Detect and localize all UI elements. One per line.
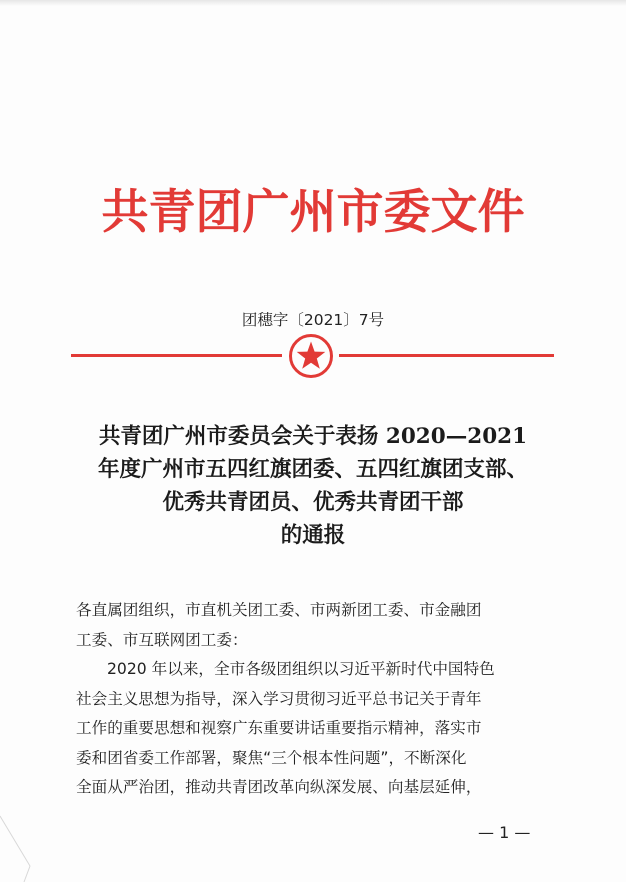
document-masthead: 共青团广州市委文件	[101, 185, 525, 240]
body-line: 工委、市互联网团工委：	[76, 630, 248, 649]
red-star-emblem-icon	[288, 333, 334, 379]
page-number: — 1 —	[478, 823, 531, 842]
body-line: 委和团省委工作部署，聚焦“三个根本性问题”，不断深化	[76, 748, 467, 767]
body-line: 工作的重要思想和视察广东重要讲话重要指示精神，落实市	[76, 719, 482, 737]
title-line-2: 年度广州市五四红旗团委、五四红旗团支部、	[97, 457, 528, 482]
title-line-1: 共青团广州市委员会关于表扬 2020—2021	[98, 424, 528, 449]
red-rule-left	[71, 354, 282, 357]
scan-edge	[0, 0, 626, 6]
document-body	[76, 596, 556, 803]
body-line: 2020 年以来，全市各级团组织以习近平新时代中国特色	[107, 660, 495, 678]
title-line-4: 的通报	[280, 523, 346, 548]
red-rule-right	[339, 354, 554, 357]
body-line: 全面从严治团，推动共青团改革向纵深发展、向基层延伸，	[76, 778, 482, 796]
title-line-3: 优秀共青团员、优秀共青团干部	[162, 490, 464, 515]
document-number: 团穗字〔2021〕7号	[241, 311, 385, 329]
body-line: 社会主义思想为指导，深入学习贯彻习近平总书记关于青年	[76, 689, 482, 708]
body-line: 各直属团组织，市直机关团工委、市两新团工委、市金融团	[76, 601, 482, 619]
scan-fold-mark	[0, 806, 40, 882]
document-title	[0, 420, 626, 552]
